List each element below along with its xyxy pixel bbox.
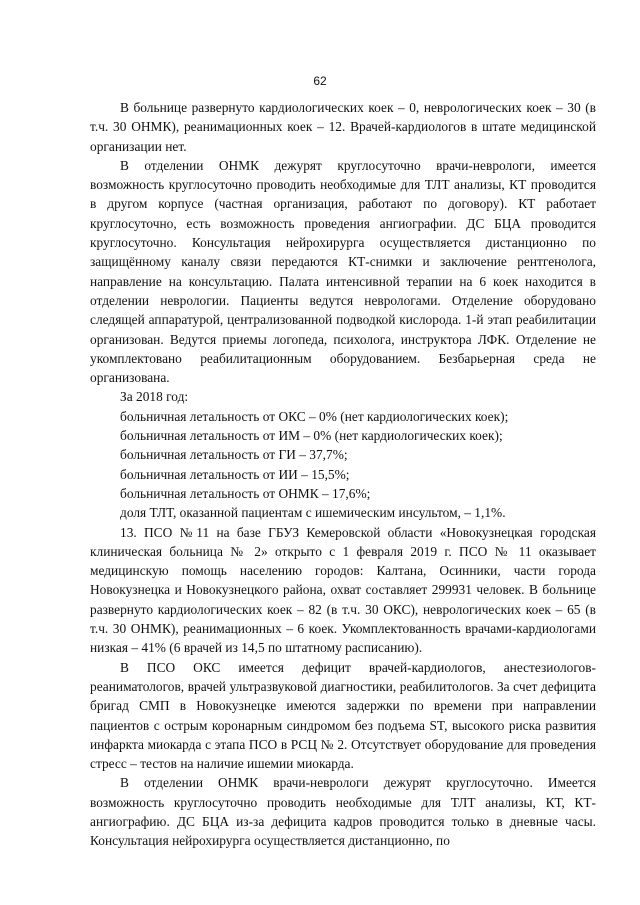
- stats-line: доля ТЛТ, оказанной пациентам с ишемическим инсультом, – 1,1%.: [120, 505, 506, 521]
- stats-line: больничная летальность от ИМ – 0% (нет кардиологических коек);: [120, 428, 503, 444]
- stats-line: больничная летальность от ОНМК – 17,6%;: [120, 485, 371, 501]
- stats-line: больничная летальность от ИИ – 15,5%;: [120, 466, 350, 482]
- paragraph-onmk-pso: В отделении ОНМК врачи-неврологи дежурят круглосуточно. Имеется возможность круглосуточно проводить необходимые для ТЛТ анализы, КТ, КТ-ангиографию. ДС БЦА из-за дефицита кадров проводится только в дневные часы. Консультация нейрохирурга осуществляется дистанционно, по: [90, 775, 596, 849]
- stats-heading: За 2018 год:: [120, 389, 189, 405]
- page-number: 62: [313, 74, 327, 88]
- stats-line: больничная летальность от ГИ – 37,7%;: [120, 447, 348, 463]
- stats-line: больничная летальность от ОКС – 0% (нет кардиологических коек);: [120, 408, 509, 424]
- paragraph-pso-oks: В ПСО ОКС имеется дефицит врачей-кардиологов, анестезиологов-реаниматологов, врачей ультразвуковой диагностики, реабилитологов. За счет дефицита бригад СМП в Новокузнецке имеются задержки по времени при направлении пациентов с острым коронарным синдромом без подъема ST, высокого риска развития инфаркта миокарда с этапа ПСО в РСЦ № 2. Отсутствует оборудование для проведения стресс – тестов на наличие ишемии миокарда.: [90, 659, 596, 772]
- paragraph-pso-11: 13. ПСО №11 на базе ГБУЗ Кемеровской области «Новокузнецкая городская клиническая больница № 2» открыто с 1 февраля 2019 г. ПСО № 11 оказывает медицинскую помощь населению городов: Калтана, Осинники, части города Новокузнецка и Новокузнецкого района, охват составляет 299931 человек. В больнице развернуто кардиологических коек – 82 (в т.ч. 30 ОКС), неврологических коек – 65 (в т.ч. 30 ОНМК), реанимационных – 6 коек. Укомплектованность врачами-кардиологами низкая – 41% (6 врачей из 14,5 по штатному расписанию).: [90, 524, 596, 656]
- paragraph-onmk-department: В отделении ОНМК дежурят круглосуточно врачи-неврологи, имеется возможность круглосуточно проводить необходимые для ТЛТ анализы, КТ проводится в другом корпусе (частная организация, работают по договору). КТ работает круглосуточно, есть возможность проведения ангиографии. ДС БЦА проводится круглосуточно. Консультация нейрохирурга осуществляется дистанционно по защищённому каналу связи передаются КТ-снимки и заключение рентгенолога, направление на консультацию. Палата интенсивной терапии на 6 коек находится в отделении неврологии. Пациенты ведутся неврологами. Отделение оборудовано следящей аппаратурой, централизованной подводкой кислорода. 1-й этап реабилитации организован. Ведутся приемы логопеда, психолога, инструктора ЛФК. Отделение не укомплектовано реабилитационным оборудованием. Безбарьерная среда не организована.: [90, 157, 596, 386]
- document-body: [90, 98, 596, 851]
- paragraph-beds-summary: В больнице развернуто кардиологических коек – 0, неврологических коек – 30 (в т.ч. 30 ОНМК), реанимационных коек – 12. Врачей-кардиологов в штате медицинской организации нет.: [90, 100, 596, 154]
